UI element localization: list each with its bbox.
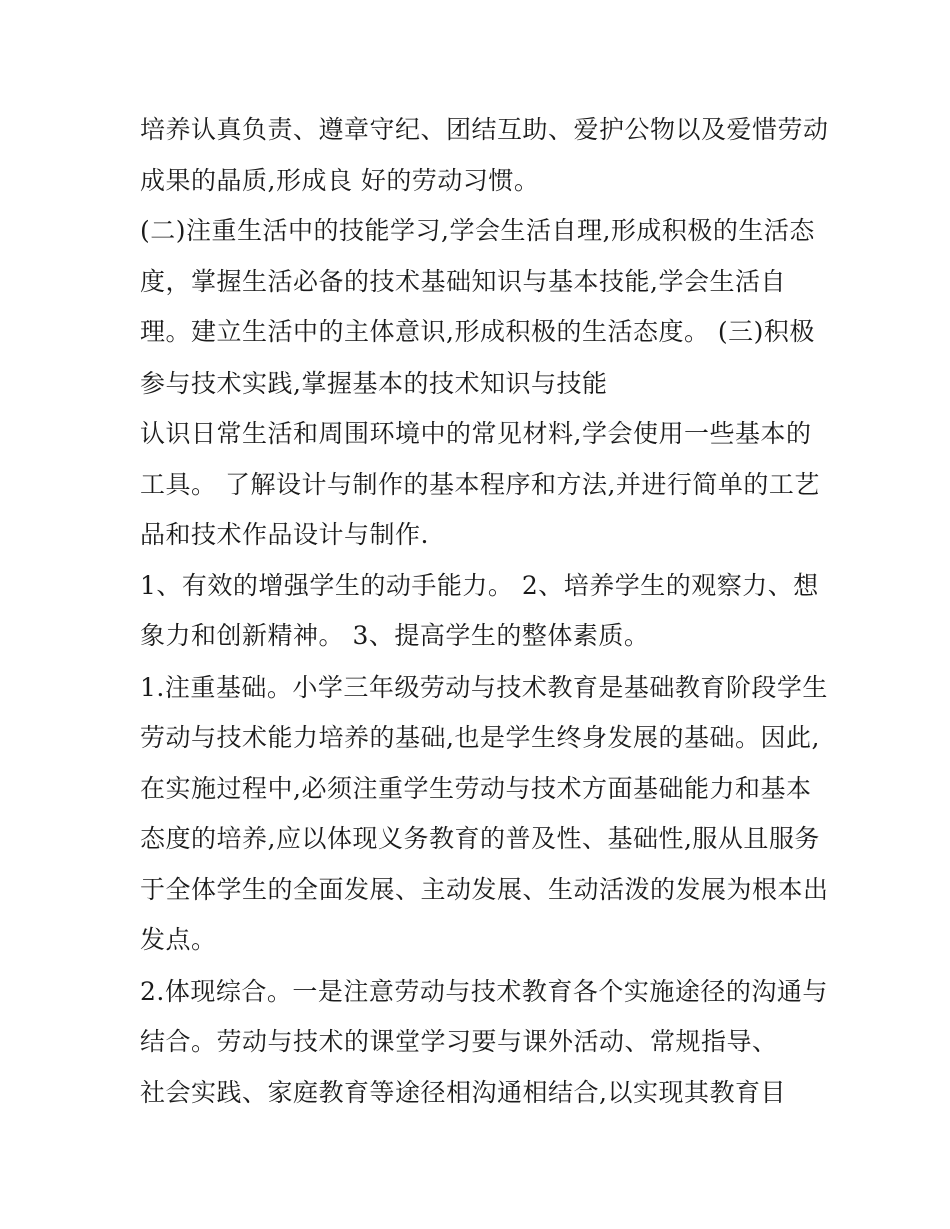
text-line: 培养认真负责、遵章守纪、团结互助、爱护公物以及爱惜劳动 — [140, 115, 829, 144]
text-line: (二)注重生活中的技能学习,学会生活自理,形成积极的生活态 — [140, 216, 815, 245]
text-line: 度，掌握生活必备的技术基础知识与基本技能,学会生活自 — [140, 267, 786, 296]
text-line: 1.注重基础。小学三年级劳动与技术教育是基础教育阶段学生 — [140, 673, 828, 702]
text-line: 社会实践、家庭教育等途径相沟通相结合,以实现其教育目 — [140, 1078, 786, 1107]
text-line: 理。建立生活中的主体意识,形成积极的生活态度。 (三)积极 — [140, 317, 815, 346]
text-line: 态度的培养,应以体现义务教育的普及性、基础性,服从且服务 — [140, 824, 820, 853]
text-line: 工具。 了解设计与制作的基本程序和方法,并进行简单的工艺 — [140, 470, 820, 499]
text-line: 结合。劳动与技术的课堂学习要与课外活动、常规指导、 — [140, 1027, 778, 1056]
text-line: 在实施过程中,必须注重学生劳动与技术方面基础能力和基本 — [140, 774, 812, 803]
text-line: 2.体现综合。一是注意劳动与技术教育各个实施途径的沟通与 — [140, 977, 828, 1006]
text-line: 成果的晶质,形成良 好的劳动习惯。 — [140, 166, 540, 195]
text-line: 品和技术作品设计与制作. — [140, 520, 429, 549]
text-line: 劳动与技术能力培养的基础,也是学生终身发展的基础。因此, — [140, 723, 820, 752]
text-line: 象力和创新精神。 3、提高学生的整体素质。 — [140, 621, 650, 650]
text-line: 发点。 — [140, 925, 217, 954]
text-line: 参与技术实践,掌握基本的技术知识与技能 — [140, 369, 608, 398]
text-line: 1、有效的增强学生的动手能力。 2、培养学生的观察力、想 — [140, 571, 819, 600]
text-line: 认识日常生活和周围环境中的常见材料,学会使用一些基本的 — [140, 419, 812, 448]
text-line: 于全体学生的全面发展、主动发展、生动活泼的发展为根本出 — [140, 875, 829, 904]
